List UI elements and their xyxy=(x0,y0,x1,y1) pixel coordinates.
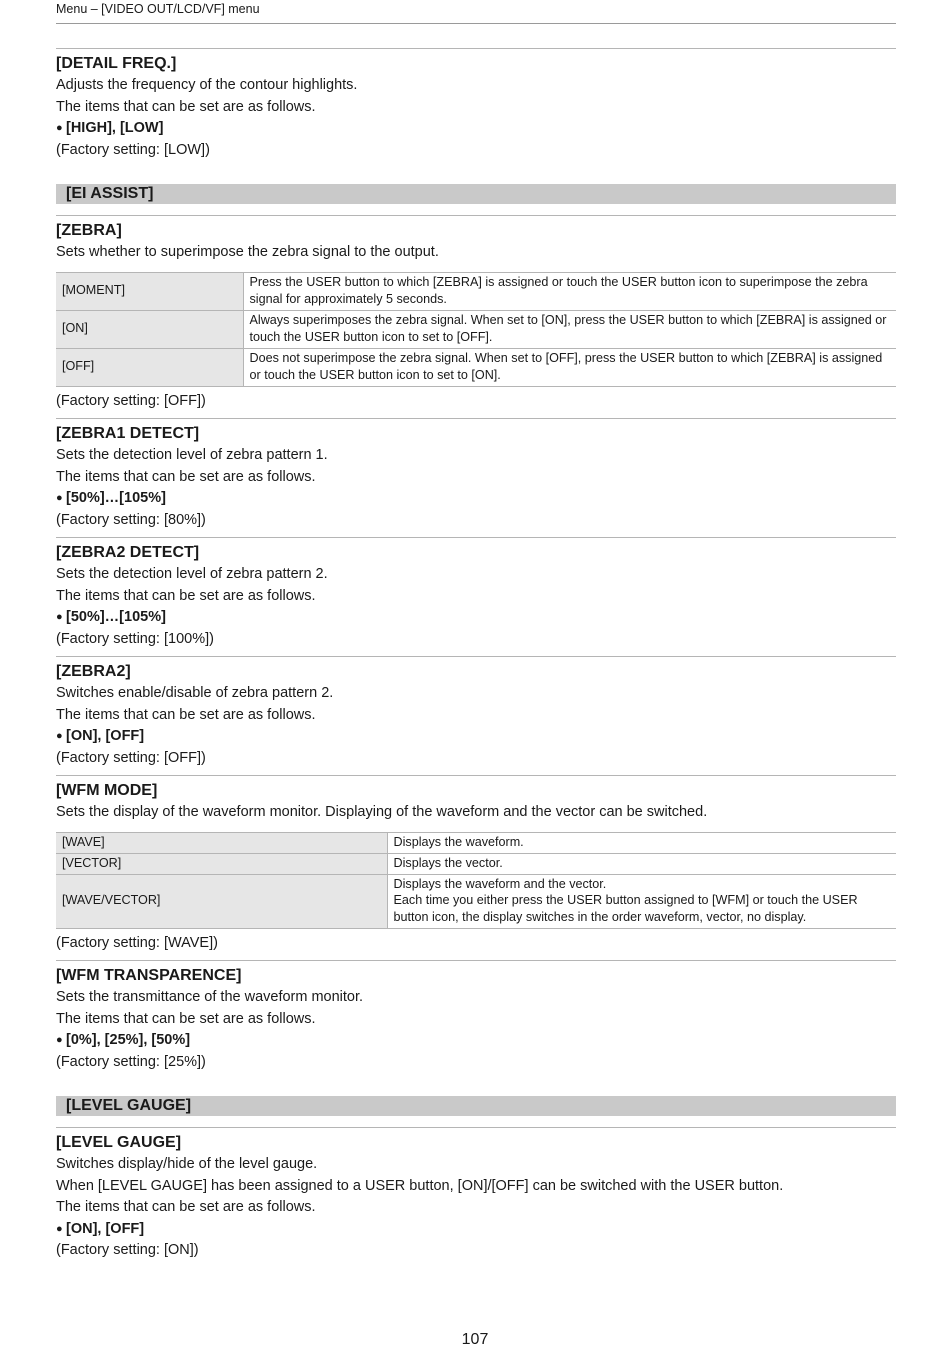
section-title: [ZEBRA] xyxy=(56,222,122,239)
items-list: ● [0%], [25%], [50%] xyxy=(56,1030,896,1052)
bullet-icon: ● xyxy=(56,730,63,742)
section-wfm-transparence xyxy=(56,961,896,1073)
option-desc-line: Displays the waveform and the vector. xyxy=(393,876,607,891)
table-row xyxy=(56,272,896,310)
table-row xyxy=(56,874,896,928)
table-row xyxy=(56,832,896,853)
section-desc: Sets the detection level of zebra pattern 2. xyxy=(56,566,328,582)
option-key: [MOMENT] xyxy=(56,272,243,310)
factory-setting: (Factory setting: [100%]) xyxy=(56,630,214,647)
option-desc-line: Each time you either press the USER button assigned to [WFM] or touch the USER button icon, the display switches in the order waveform, vector, no display. xyxy=(393,893,858,924)
option-key: [ON] xyxy=(56,310,243,348)
items-list: ● [ON], [OFF] xyxy=(56,726,896,748)
section-desc: Sets the transmittance of the waveform monitor. xyxy=(56,989,364,1005)
items-list: ● [ON], [OFF] xyxy=(56,1219,896,1241)
items-list: ● [50%]…[105%] xyxy=(56,607,896,629)
option-desc: Displays the waveform. xyxy=(387,832,896,853)
section-zebra2-detect xyxy=(56,538,896,650)
option-key: [WAVE] xyxy=(56,832,387,853)
section-title: [WFM MODE] xyxy=(56,782,158,799)
items-intro: The items that can be set are as follows. xyxy=(56,1010,316,1027)
section-desc: When [LEVEL GAUGE] has been assigned to a USER button, [ON]/[OFF] can be switched with the USER button. xyxy=(56,1177,784,1194)
items-list: ● [HIGH], [LOW] xyxy=(56,118,896,140)
bullet-icon: ● xyxy=(56,1034,63,1046)
page-header xyxy=(56,0,896,24)
section-desc: Sets the display of the waveform monitor. Displaying of the waveform and the vector can be switched. xyxy=(56,804,708,820)
table-row xyxy=(56,310,896,348)
section-title: [LEVEL GAUGE] xyxy=(56,1134,182,1151)
option-key: [VECTOR] xyxy=(56,853,387,874)
section-title: [DETAIL FREQ.] xyxy=(56,55,177,72)
section-desc: Adjusts the frequency of the contour highlights. xyxy=(56,77,358,93)
header-title: Menu – [VIDEO OUT/LCD/VF] menu xyxy=(56,2,260,16)
option-desc: Always superimposes the zebra signal. When set to [ON], press the USER button to which [ZEBRA] is assigned or touch the USER button icon to set to [OFF]. xyxy=(243,310,896,348)
zebra-options-table xyxy=(56,272,896,387)
table-row xyxy=(56,348,896,386)
wfm-mode-options-table xyxy=(56,832,896,929)
section-title: [ZEBRA2] xyxy=(56,663,131,680)
factory-setting: (Factory setting: [WAVE]) xyxy=(56,934,218,951)
option-key: [OFF] xyxy=(56,348,243,386)
section-desc: Sets whether to superimpose the zebra signal to the output. xyxy=(56,244,439,260)
section-desc: Sets the detection level of zebra pattern 1. xyxy=(56,447,328,463)
section-level-gauge xyxy=(56,1128,896,1262)
bullet-icon: ● xyxy=(56,1222,63,1235)
section-zebra xyxy=(56,216,896,412)
section-desc: Switches enable/disable of zebra pattern 2. xyxy=(56,685,334,701)
items-list: ● [50%]…[105%] xyxy=(56,488,896,510)
section-title: [WFM TRANSPARENCE] xyxy=(56,967,242,984)
factory-setting: (Factory setting: [LOW]) xyxy=(56,141,210,158)
section-wfm-mode xyxy=(56,776,896,954)
factory-setting: (Factory setting: [ON]) xyxy=(56,1242,199,1258)
group-band-level-gauge: [LEVEL GAUGE] xyxy=(56,1096,896,1116)
option-desc: Displays the vector. xyxy=(387,853,896,874)
section-title: [ZEBRA1 DETECT] xyxy=(56,425,200,442)
option-key: [WAVE/VECTOR] xyxy=(56,874,387,928)
factory-setting: (Factory setting: [80%]) xyxy=(56,511,206,528)
bullet-icon: ● xyxy=(56,611,63,623)
option-desc xyxy=(387,874,896,928)
section-zebra2 xyxy=(56,657,896,769)
bullet-icon: ● xyxy=(56,492,63,504)
items-intro: The items that can be set are as follows. xyxy=(56,706,316,723)
items-intro: The items that can be set are as follows. xyxy=(56,1199,316,1215)
manual-page xyxy=(56,0,896,1262)
section-detail-freq xyxy=(56,49,896,161)
items-intro: The items that can be set are as follows. xyxy=(56,98,316,115)
option-desc: Does not superimpose the zebra signal. When set to [OFF], press the USER button to which [ZEBRA] is assigned or touch the USER button icon to set to [ON]. xyxy=(243,348,896,386)
section-title: [ZEBRA2 DETECT] xyxy=(56,544,200,561)
section-zebra1-detect xyxy=(56,419,896,531)
section-desc: Switches display/hide of the level gauge. xyxy=(56,1156,318,1172)
bullet-icon: ● xyxy=(56,122,63,134)
factory-setting: (Factory setting: [OFF]) xyxy=(56,392,206,409)
factory-setting: (Factory setting: [OFF]) xyxy=(56,749,206,766)
option-desc: Press the USER button to which [ZEBRA] is assigned or touch the USER button icon to superimpose the zebra signal for approximately 5 seconds. xyxy=(243,272,896,310)
page-number: 107 xyxy=(461,1331,489,1348)
factory-setting: (Factory setting: [25%]) xyxy=(56,1053,206,1070)
table-row xyxy=(56,853,896,874)
group-band-ei-assist: [EI ASSIST] xyxy=(56,184,896,204)
items-intro: The items that can be set are as follows. xyxy=(56,468,316,485)
items-intro: The items that can be set are as follows. xyxy=(56,587,316,604)
